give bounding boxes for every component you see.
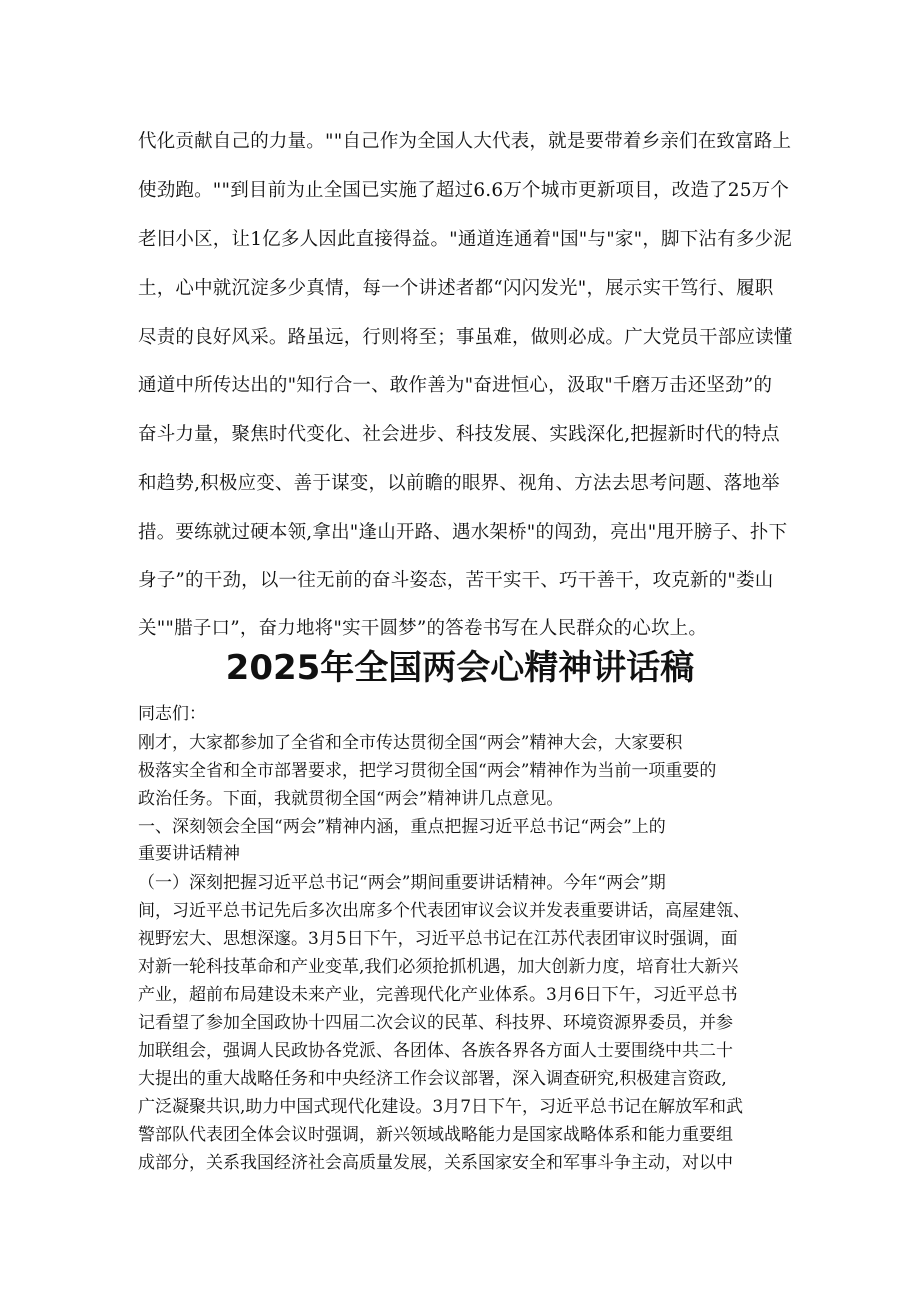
text-line: 同志们： [138, 704, 206, 724]
text-line: 代化贡献自己的力量。""自己作为全国人大代表，就是要带着乡亲们在致富路上 [138, 131, 792, 152]
text-line: 记看望了参加全国政协十四届二次会议的民革、科技界、环境资源界委员，并参 [138, 1013, 733, 1033]
text-line: 尽责的良好风采。路虽远，行则将至；事虽难，做则必成。广大党员干部应读懂 [138, 327, 793, 348]
text-line: 政治任务。下面，我就贯彻全国“两会”精神讲几点意见。 [138, 789, 564, 809]
text-line: 视野宏大、思想深邃。3月5日下午，习近平总书记在江苏代表团审议时强调，面 [138, 929, 738, 949]
text-line: 成部分，关系我国经济社会高质量发展，关系国家安全和军事斗争主动，对以中 [138, 1153, 733, 1173]
section-heading-line: 一、深刻领会全国“两会”精神内涵，重点把握习近平总书记“两会”上的 [138, 817, 666, 837]
text-line: 老旧小区，让1亿多人因此直接得益。"通道连通着"国"与"家"，脚下沾有多少泥 [138, 229, 792, 250]
text-line: 极落实全省和全市部署要求，把学习贯彻全国“两会”精神作为当前一项重要的 [138, 761, 717, 781]
text-line: （一）深刻把握习近平总书记“两会”期间重要讲话精神。今年“两会”期 [138, 873, 666, 893]
document-title: 2025年全国两会心精神讲话稿 [225, 648, 695, 688]
text-line: 广泛凝聚共识,助力中国式现代化建设。3月7日下午，习近平总书记在解放军和武 [138, 1097, 744, 1117]
text-line: 奋斗力量，聚焦时代变化、社会进步、科技发展、实践深化,把握新时代的特点 [138, 424, 780, 445]
text-line: 大提出的重大战略任务和中央经济工作会议部署，深入调查研究,积极建言资政, [138, 1069, 727, 1089]
text-line: 产业，超前布局建设未来产业，完善现代化产业体系。3月6日下午，习近平总书 [138, 985, 738, 1005]
text-line: 加联组会，强调人民政协各党派、各团体、各族各界各方面人士要围绕中共二十 [138, 1041, 733, 1061]
text-line: 关""腊子口”，奋力地将"实干圆梦”的答卷书写在人民群众的心坎上。 [138, 618, 708, 639]
text-line: 身子”的干劲，以一往无前的奋斗姿态，苦干实干、巧干善干，攻克新的"娄山 [138, 570, 774, 591]
section-heading-line: 重要讲话精神 [138, 844, 240, 864]
text-line: 间，习近平总书记先后多次出席多个代表团审议会议并发表重要讲话，高屋建瓴、 [138, 901, 750, 921]
text-line: 刚才，大家都参加了全省和全市传达贯彻全国“两会”精神大会，大家要积 [138, 733, 683, 753]
text-line: 警部队代表团全体会议时强调，新兴领域战略能力是国家战略体系和能力重要组 [138, 1125, 733, 1145]
text-line: 土，心中就沉淀多少真情，每一个讲述者都“闪闪发光"，展示实干笃行、履职 [138, 278, 774, 299]
text-line: 使劲跑。""到目前为止全国已实施了超过6.6万个城市更新项目，改造了25万个 [138, 180, 790, 201]
text-line: 对新一轮科技革命和产业变革,我们必须抢抓机遇，加大创新力度，培育壮大新兴 [138, 957, 739, 977]
text-line: 通道中所传达出的"知行合一、敢作善为"奋进恒心，汲取"千磨万击还坚劲”的 [138, 375, 773, 396]
text-line: 措。要练就过硬本领,拿出"逢山开路、遇水架桥"的闯劲，亮出"甩开膀子、扑下 [138, 522, 788, 543]
text-line: 和趋势,积极应变、善于谋变，以前瞻的眼界、视角、方法去思考问题、落地举 [138, 473, 780, 494]
